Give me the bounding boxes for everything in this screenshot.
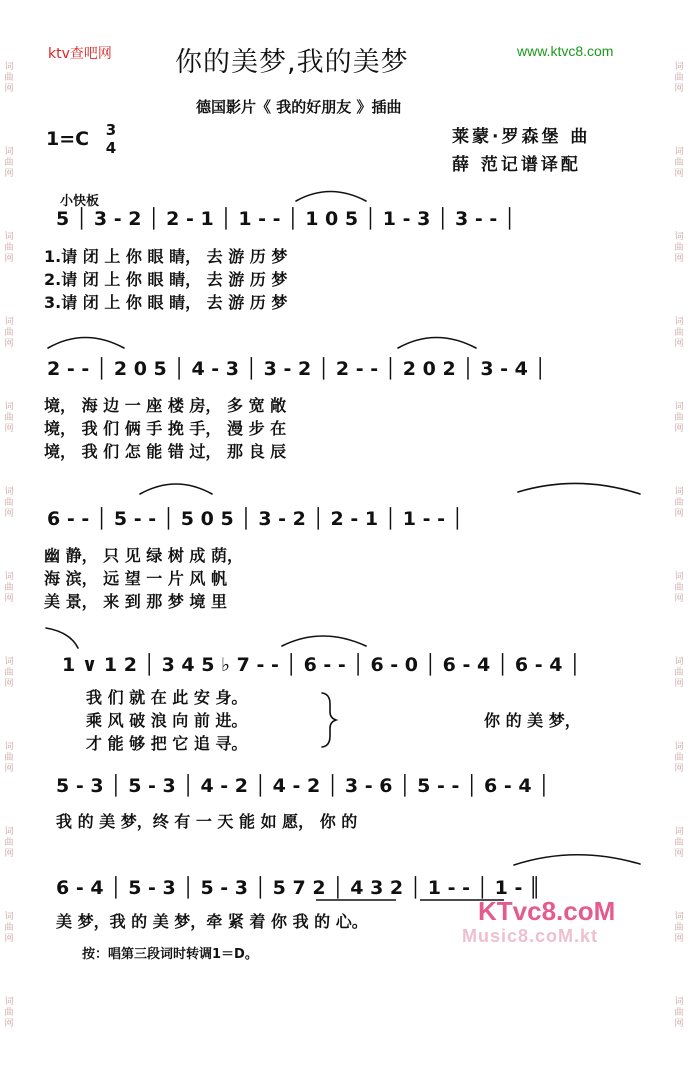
watermark-char: 网 [674,254,684,264]
watermark-char: 网 [674,849,684,859]
watermark-char: 词 [4,657,14,667]
watermark-char: 曲 [674,753,684,763]
lyric-line-3-verse-2: 海 滨， 远 望 一 片 风 帆 [44,569,227,588]
tempo-marking: 小快板 [60,194,100,209]
watermark-char: 词 [4,742,14,752]
lyric-line-3-verse-3: 美 景， 来 到 那 梦 境 里 [44,592,227,611]
watermark-char: 曲 [4,158,14,168]
watermark-char: 词 [674,742,684,752]
notes-line-4: 1 ∨ 1 2 │ 3 4 5 ♭ 7 - - │ 6 - - │ 6 - 0 │ 6 - 4 │ 6 - 4 │ [62,654,581,676]
watermark-char: 曲 [674,498,684,508]
watermark-char: 曲 [674,413,684,423]
watermark-char: 网 [4,254,14,264]
watermark-char: 词 [674,147,684,157]
time-signature-denominator: 4 [105,139,117,157]
watermark-char: 词 [674,402,684,412]
lyric-line-4-verse-3: 才 能 够 把 它 追 寻。 [86,734,248,753]
watermark-char: 词 [4,317,14,327]
watermark-char: 词 [674,912,684,922]
music8-logo: Music8.coM.kt [462,926,599,946]
watermark-char: 网 [674,764,684,774]
watermark-char: 词 [4,487,14,497]
watermark-char: 网 [674,679,684,689]
watermark-char: 词 [4,572,14,582]
site-name-left[interactable]: ktv查吧网 [48,46,112,62]
watermark-char: 网 [4,1019,14,1029]
watermark-char: 词 [674,487,684,497]
watermark-char: 曲 [674,923,684,933]
watermark-group [4,997,13,1030]
notes-line-5: 5 - 3 │ 5 - 3 │ 4 - 2 │ 4 - 2 │ 3 - 6 │ 5 - - │ 6 - 4 │ [56,775,550,797]
site-url-right[interactable]: www.ktvc8.com [517,43,614,59]
composer-credit: 莱蒙·罗森堡 曲 [452,127,591,147]
watermark-char: 曲 [674,1008,684,1018]
watermark-char: 网 [674,84,684,94]
watermark-char: 曲 [674,243,684,253]
lyric-line-5: 我 的 美 梦，终 有 一 天 能 如 愿， 你 的 [56,812,358,831]
watermark-char: 曲 [4,498,14,508]
watermark-char: 词 [674,62,684,72]
lyric-line-4-refrain: 你 的 美 梦， [484,711,581,730]
watermark-char: 词 [4,147,14,157]
slur-5 [518,483,640,494]
watermark-char: 曲 [4,583,14,593]
lyric-line-1-verse-3: 3.请 闭 上 你 眼 睛， 去 游 历 梦 [44,293,288,312]
notes-line-6: 6 - 4 │ 5 - 3 │ 5 - 3 │ 5 7 2 │ 4 3 2 │ 1 - - │ 1 - ║ [56,877,541,899]
watermark-char: 曲 [674,158,684,168]
lyric-line-4-verse-2: 乘 风 破 浪 向 前 进。 [86,711,248,730]
watermark-char: 曲 [4,668,14,678]
watermark-char: 词 [674,572,684,582]
watermark-char: 曲 [674,838,684,848]
watermark-char: 词 [674,827,684,837]
watermark-char: 词 [674,317,684,327]
notes-line-2: 2 - - │ 2 0 5 │ 4 - 3 │ 3 - 2 │ 2 - - │ 2 0 2 │ 3 - 4 │ [47,358,546,380]
watermark-char: 网 [674,169,684,179]
watermark-char: 网 [674,339,684,349]
watermark-char: 词 [4,997,14,1007]
watermark-char: 曲 [4,243,14,253]
watermark-group [674,997,683,1030]
watermark-char: 网 [4,679,14,689]
slur-2 [48,338,124,349]
watermark-char: 网 [4,424,14,434]
lyric-line-2-verse-3: 境， 我 们 怎 能 错 过， 那 良 辰 [44,442,287,461]
watermark-char: 网 [674,509,684,519]
watermark-char: 词 [4,912,14,922]
watermark-char: 曲 [674,583,684,593]
watermark-char: 曲 [674,668,684,678]
lyric-line-2-verse-2: 境， 我 们 俩 手 挽 手， 漫 步 在 [44,419,287,438]
lyric-line-1-verse-2: 2.请 闭 上 你 眼 睛， 去 游 历 梦 [44,270,288,289]
watermark-char: 网 [4,169,14,179]
lyric-line-6: 美 梦，我 的 美 梦，牵 紧 着 你 我 的 心。 [56,912,368,931]
lyric-line-1-verse-1: 1.请 闭 上 你 眼 睛， 去 游 历 梦 [44,247,288,266]
watermark-char: 网 [4,764,14,774]
song-subtitle: 德国影片《 我的好朋友 》插曲 [196,98,402,116]
watermark-char: 网 [674,594,684,604]
watermark-char: 网 [4,594,14,604]
watermark-char: 曲 [4,413,14,423]
watermark-char: 网 [4,84,14,94]
time-signature-numerator: 3 [105,121,117,139]
lyric-line-3-verse-1: 幽 静， 只 见 绿 树 成 荫， [44,546,243,565]
watermark-char: 网 [4,849,14,859]
watermark-char: 网 [674,1019,684,1029]
key-signature: 1=C [46,128,90,150]
footnote: 按：唱第三段词时转调1＝D。 [82,947,258,962]
watermark-char: 网 [4,934,14,944]
slur-3 [398,338,476,349]
watermark-char: 曲 [4,753,14,763]
ktvc8-logo: KTvc8.coM [478,896,616,926]
watermark-char: 曲 [4,1008,14,1018]
watermark-char: 词 [674,997,684,1007]
watermark-char: 词 [674,657,684,667]
slur-1 [296,192,366,202]
watermark-char: 曲 [4,328,14,338]
watermark-char: 曲 [4,923,14,933]
slur-8 [514,855,640,865]
watermark-char: 词 [4,827,14,837]
slur-6 [46,628,78,648]
notes-line-1: 5 │ 3 - 2 │ 2 - 1 │ 1 - - │ 1 0 5 │ 1 - 3 │ 3 - - │ [56,208,516,230]
watermark-char: 词 [4,402,14,412]
watermark-char: 曲 [674,328,684,338]
brace [322,693,336,747]
watermark-char: 网 [674,424,684,434]
watermark-char: 词 [4,232,14,242]
watermark-char: 网 [4,339,14,349]
watermark-char: 网 [4,509,14,519]
arranger-credit: 薛 范记谱译配 [452,155,581,175]
watermark-char: 网 [674,934,684,944]
slur-7 [282,636,366,646]
slur-4 [140,484,212,494]
lyric-line-4-verse-1: 我 们 就 在 此 安 身。 [86,688,248,707]
watermark-char: 词 [4,62,14,72]
watermark-char: 曲 [4,838,14,848]
watermark-char: 词 [674,232,684,242]
notes-line-3: 6 - - │ 5 - - │ 5 0 5 │ 3 - 2 │ 2 - 1 │ 1 - - │ [47,508,464,530]
watermark-char: 曲 [674,73,684,83]
song-title: 你的美梦,我的美梦 [175,47,409,78]
watermark-char: 曲 [4,73,14,83]
lyric-line-2-verse-1: 境， 海 边 一 座 楼 房， 多 宽 敞 [44,396,287,415]
